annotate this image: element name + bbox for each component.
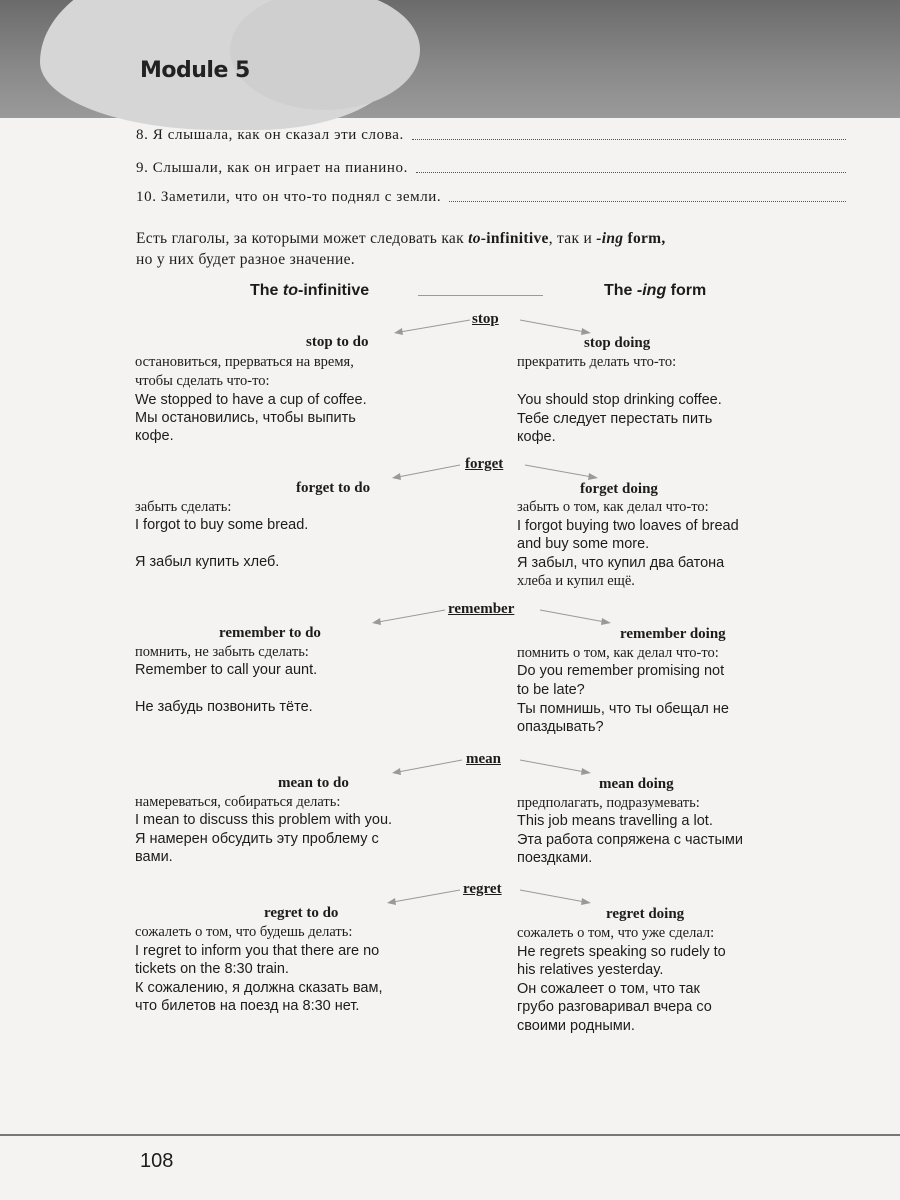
forget-right-ex4: хлеба и купил ещё. [517,573,635,589]
answer-line [449,200,846,202]
head-forget-doing: forget doing [580,481,658,497]
remember-right-ex4: опаздывать? [517,719,604,735]
exercise-10-text: 10. Заметили, что он что-то поднял с земли. [136,189,442,205]
remember-left-ex2: Не забудь позвонить тёте. [135,699,313,715]
regret-right-def: сожалеть о том, что уже сделал: [517,925,715,941]
column-divider [418,295,543,296]
column-head-ing [604,282,706,300]
colhead-r-post: form [666,282,707,299]
intro-to: to [468,230,481,247]
regret-left-ex2: tickets on the 8:30 train. [135,961,289,977]
mean-left-ex2: Я намерен обсудить эту проблему с [135,831,379,847]
intro-form: form, [623,230,666,247]
colhead-r-pre: The [604,282,637,299]
stop-left-def2: чтобы сделать что-то: [135,373,270,389]
exercise-9-text: 9. Слышали, как он играет на пианино. [136,160,408,176]
stop-left-ex3: кофе. [135,428,174,444]
forget-right-ex2: and buy some more. [517,536,650,552]
mean-right-ex1: This job means travelling a lot. [517,813,713,829]
exercise-8 [136,127,846,144]
intro-text [136,228,848,270]
verb-regret: regret [463,881,502,897]
column-head-infinitive [250,282,369,300]
colhead-r-ing: -ing [636,282,667,299]
remember-right-ex2: to be late? [517,682,585,698]
remember-left-ex1: Remember to call your aunt. [135,662,318,678]
intro-part1: Есть глаголы, за которыми может следовать как [136,230,469,247]
verb-stop: stop [472,311,499,327]
head-remember-doing: remember doing [620,626,726,642]
head-forget-to-do: forget to do [296,480,371,496]
head-stop-to-do: stop to do [306,334,369,350]
forget-right-def: забыть о том, как делал что-то: [517,499,709,515]
page-header [0,0,900,118]
regret-left-ex3: К сожалению, я должна сказать вам, [135,980,383,996]
answer-line [412,138,846,140]
stop-left-ex1: We stopped to have a cup of coffee. [135,392,367,408]
colhead-l-to: to [282,282,298,299]
regret-left-ex1: I regret to inform you that there are no [135,943,380,959]
forget-right-ex3: Я забыл, что купил два батона [517,555,725,571]
exercise-8-text: 8. Я слышала, как он сказал эти слова. [136,127,404,143]
forget-right-ex1: I forgot buying two loaves of bread [517,518,739,534]
forget-left-ex1: I forgot to buy some bread. [135,517,309,533]
regret-right-ex3: Он сожалеет о том, что так [517,981,700,997]
regret-right-ex5: своими родными. [517,1018,635,1034]
forget-left-def: забыть сделать: [135,499,232,515]
verb-forget: forget [465,456,504,472]
mean-left-ex3: вами. [135,849,173,865]
stop-right-ex3: кофе. [517,429,556,445]
stop-right-def1: прекратить делать что-то: [517,354,677,370]
verb-remember: remember [448,601,515,617]
page-number: 108 [140,1150,174,1172]
stop-right-ex2: Тебе следует перестать пить [517,411,713,427]
remember-right-def: помнить о том, как делал что-то: [517,645,719,661]
stop-right-ex1: You should stop drinking coffee. [517,392,722,408]
remember-left-def: помнить, не забыть сделать: [135,644,309,660]
remember-right-ex1: Do you remember promising not [517,663,725,679]
intro-inf: -infinitive [480,230,549,247]
mean-left-def: намереваться, собираться делать: [135,794,341,810]
intro-line2: но у них будет разное значение. [136,251,355,268]
head-mean-doing: mean doing [599,776,674,792]
regret-right-ex1: He regrets speaking so rudely to [517,944,726,960]
exercise-10 [136,189,846,206]
remember-right-ex3: Ты помнишь, что ты обещал не [517,701,729,717]
stop-left-def1: остановиться, прерваться на время, [135,354,354,370]
regret-right-ex2: his relatives yesterday. [517,962,664,978]
colhead-l-post: -infinitive [298,282,370,299]
forget-left-ex2: Я забыл купить хлеб. [135,554,280,570]
head-remember-to-do: remember to do [219,625,321,641]
mean-right-ex2: Эта работа сопряжена с частыми [517,832,743,848]
colhead-l-pre: The [250,282,283,299]
regret-left-def: сожалеть о том, что будешь делать: [135,924,353,940]
intro-part2: , так и [548,230,597,247]
regret-left-ex4: что билетов на поезд на 8:30 нет. [135,998,360,1014]
exercise-9 [136,160,846,177]
intro-ing: -ing [596,230,624,247]
answer-line [416,171,846,173]
regret-right-ex4: грубо разговаривал вчера со [517,999,712,1015]
head-regret-to-do: regret to do [264,905,339,921]
mean-left-ex1: I mean to discuss this problem with you. [135,812,393,828]
head-regret-doing: regret doing [606,906,685,922]
module-title: Module 5 [140,58,250,83]
mean-right-def: предполагать, подразумевать: [517,795,700,811]
verb-mean: mean [466,751,501,767]
head-stop-doing: stop doing [584,335,651,351]
mean-right-ex3: поездками. [517,850,593,866]
head-mean-to-do: mean to do [278,775,349,791]
stop-left-ex2: Мы остановились, чтобы выпить [135,410,356,426]
footer-rule [0,1134,900,1136]
